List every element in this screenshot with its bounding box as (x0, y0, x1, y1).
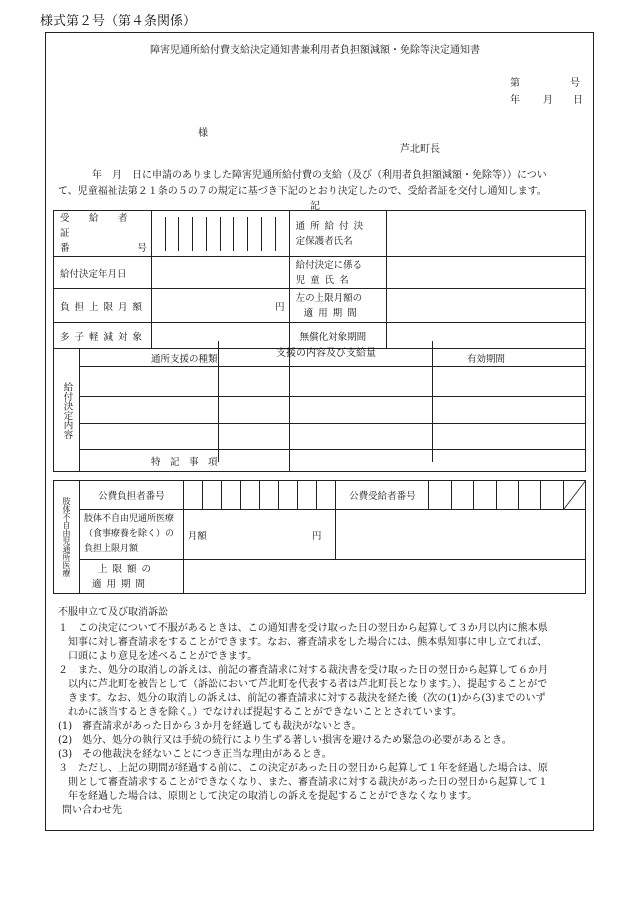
futan-label (54, 289, 152, 323)
col-header-naiyou-text: 支援の内容及び支給量 (276, 348, 376, 359)
kohi-futan-boxes[interactable] (183, 481, 336, 510)
label-part: 号 (137, 243, 147, 254)
appeal-heading: 不服申立て及び取消訴訟 (58, 607, 168, 618)
label-text: 特 記 事 項 (151, 456, 218, 468)
label-part: 番 (60, 243, 70, 254)
tokki-label (79, 450, 289, 472)
naiyou-cell[interactable] (289, 424, 585, 450)
label-line: 負担上限月額 (83, 544, 138, 554)
contact-label: 問い合わせ先 (62, 805, 122, 816)
shurui-cell[interactable] (79, 367, 289, 397)
form-label: 様式第２号（第４条関係） (40, 14, 197, 29)
label-line: 左の上限月額の (295, 292, 363, 304)
getsugaku-label: 月額 (187, 530, 207, 542)
hogosha-label (289, 211, 387, 257)
intro-line-1: 年 月 日に申請のありました障害児通所給付費の支給（及び（利用者負担額減額・免除等））につい (92, 170, 547, 181)
kohi-jukyu-row (336, 481, 586, 510)
naiyou-cell[interactable] (289, 397, 585, 424)
appeal-line: 以内に芦北町を被告として（訴訟において芦北町を代表する者は芦北町長となります。）、提起することがで (58, 679, 548, 690)
label-line: （食事療養を除く）の (83, 529, 174, 539)
kohi-futan-label (79, 481, 183, 510)
header-text: 有効期間 (466, 353, 505, 365)
jido-label (289, 257, 387, 289)
appeal-line: (3) その他裁決を経ないことにつき正当な理由があるとき。 (58, 749, 332, 760)
jido-field[interactable] (387, 257, 586, 289)
diagonal-box (564, 481, 585, 509)
hogosha-field[interactable] (387, 211, 586, 257)
label-text: 多子軽減対象 (60, 331, 148, 343)
label-text: 公費負担者番号 (98, 491, 165, 502)
ki-heading: 記 (310, 201, 320, 212)
shurui-cell[interactable] (79, 424, 289, 450)
column-divider (432, 341, 433, 462)
label-text: 無償化対象期間 (299, 331, 367, 343)
label-line: 肢体不自由児通所医療 (83, 514, 174, 524)
decision-table (53, 210, 586, 472)
issuer-name: 芦北町長 (400, 144, 440, 155)
label-line: 定保護者氏名 (295, 235, 353, 247)
doc-number-go: 号 (570, 78, 580, 89)
label-line: 適用期間 (303, 307, 362, 319)
doc-number-dai: 第 (510, 78, 520, 89)
naiyou-cell[interactable] (289, 367, 585, 397)
appeal-line: ２ また、処分の取消しの訴えは、前記の審査請求に対する裁決書を受け取った日の翌日から起算して６か月 (58, 665, 548, 676)
recipient-suffix: 様 (198, 128, 208, 139)
kohi-jukyu-label: 公費受給者番号 (336, 481, 429, 509)
jogen-field[interactable] (183, 560, 585, 594)
jukyusha-bango-boxes[interactable] (151, 211, 289, 257)
futan-field[interactable] (151, 289, 289, 323)
jogen-label (79, 560, 183, 594)
label-line: 適用期間 (91, 578, 150, 590)
label-text: 負担上限月額 (60, 301, 148, 313)
appeal-line: (2) 処分、処分の執行又は手続の続行により生ずる著しい損害を避けるため緊急の必要があるとき。 (58, 735, 512, 746)
doc-date-day: 日 (573, 95, 583, 106)
doc-date-month: 月 (543, 95, 553, 106)
vertical-label: 給付決定内容 (61, 381, 73, 439)
kikan-label (289, 289, 387, 323)
column-divider (218, 341, 219, 462)
appeal-line: 口頭により意見を述べることができます。 (58, 651, 258, 662)
iryo-label (79, 510, 183, 560)
appeal-line: ３ ただし、上記の期間が経過する前に、この決定があった日の翌日から起算して１年を経過した場合は、原 (58, 763, 548, 774)
appeal-line: きます。なお、処分の取消しの訴えは、前記の審査請求に対する裁決を経た後（次の(1)から(3)までのいず (58, 693, 546, 704)
label-line: 上限額の (97, 563, 156, 575)
appeal-line: れかに該当するときを除く。）でなければ提起することができないこととされています。 (58, 707, 462, 718)
iryo-table (53, 480, 586, 594)
appeal-line: 年を経過した場合は、原則として決定の取消しの訴えを提起することができなくなります。 (58, 791, 478, 802)
yen-unit: 円 (275, 301, 285, 313)
intro-line-2: て、児童福祉法第２１条の５の７の規定に基づき下記のとおり決定したので、受給者証を交付し通知します。 (58, 186, 547, 197)
appeal-line: 則として審査請求することができなくなり、また、審査請求に対する裁決があった日の翌日から起算して１ (58, 777, 548, 788)
label-line: 児童氏名 (295, 274, 354, 286)
document-title: 障害児通所給付費支給決定通知書兼利用者負担額減額・免除等決定通知書 (150, 45, 480, 56)
vertical-label: 肢体不自由児通所医療 (61, 497, 71, 577)
label-line: 通所給付決 (295, 220, 369, 232)
col-header-shurui (79, 349, 289, 367)
header-text: 通所支援の種類 (151, 353, 218, 365)
label-text: 給付決定年月日 (60, 268, 127, 280)
mushoka-field[interactable] (387, 323, 586, 349)
label-line: 受 給 者 証 (60, 213, 148, 239)
iryo-getsugaku-field[interactable] (183, 510, 336, 560)
jukyusha-bango-label (54, 211, 152, 257)
iryo-empty (336, 510, 586, 560)
label-line: 給付決定に係る (295, 259, 363, 271)
tashi-field[interactable] (151, 323, 289, 349)
tokki-field[interactable] (289, 450, 585, 472)
appeal-line: (1) 審査請求があった日から３か月を経過しても裁決がないとき。 (58, 721, 362, 732)
kikan-field[interactable] (387, 289, 586, 323)
kettei-date-label (54, 257, 152, 289)
naiyou-side-label (54, 349, 80, 472)
appeal-line: 知事に対し審査請求をすることができます。なお、審査請求をした場合には、熊本県知事に申し立てれば、 (58, 637, 548, 648)
appeal-section (58, 606, 588, 818)
doc-date-year: 年 (510, 95, 520, 106)
tashi-label (54, 323, 152, 349)
col-header-kikan (387, 349, 586, 367)
iryo-side-label (54, 481, 80, 594)
shurui-cell[interactable] (79, 397, 289, 424)
kettei-date-field[interactable] (151, 257, 289, 289)
yen-unit: 円 (311, 530, 322, 542)
appeal-line: １ この決定について不服があるときは、この通知書を受け取った日の翌日から起算して３か月以内に熊本県 (58, 623, 548, 634)
